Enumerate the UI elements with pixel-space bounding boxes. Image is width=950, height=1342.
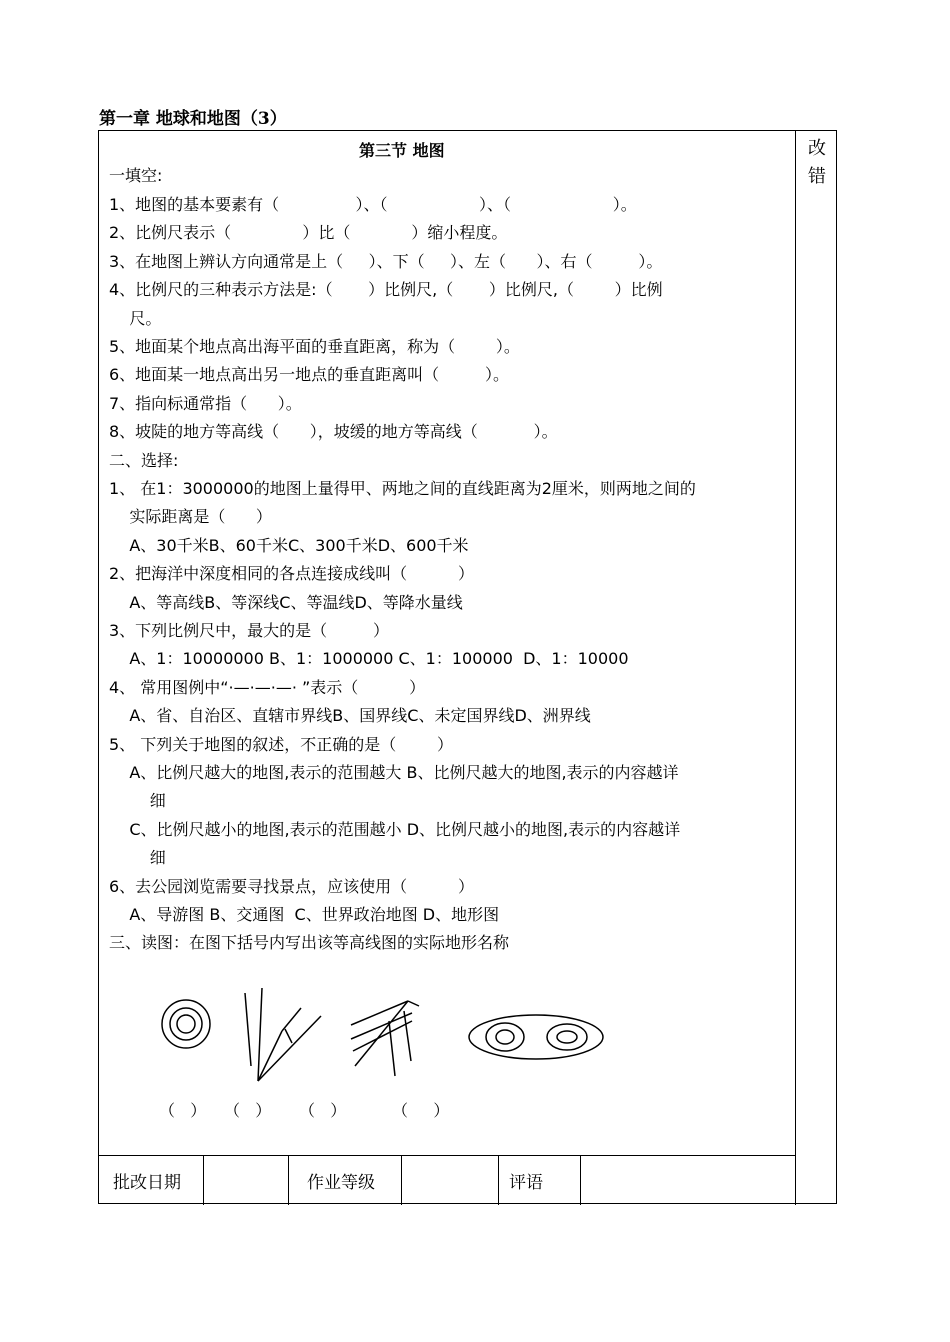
- answer-bracket[interactable]: （ ）: [224, 1101, 272, 1120]
- section-title: 第三节 地图: [359, 141, 445, 160]
- homework-grade-label: 作业等级: [307, 1173, 375, 1193]
- question-line: A、省、自治区、直辖市界线B、国界线C、未定国界线D、洲界线: [109, 706, 591, 725]
- answer-bracket[interactable]: （ ）: [392, 1101, 450, 1120]
- question-line: 4、比例尺的三种表示方法是:（ ）比例尺,（ ）比例尺,（ ）比例: [109, 280, 663, 299]
- question-line: A、1：10000000 B、1：1000000 C、1：100000 D、1：10000: [109, 649, 629, 668]
- answer-bracket[interactable]: （ ）: [159, 1101, 207, 1120]
- question-line: 2、比例尺表示（ ）比（ ）缩小程度。: [109, 223, 508, 242]
- question-line: 细: [109, 791, 166, 810]
- footer-cell-divider: [401, 1155, 402, 1205]
- grading-date-label: 批改日期: [113, 1173, 181, 1193]
- question-line: 8、坡陡的地方等高线（ ），坡缓的地方等高线（ ）。: [109, 422, 558, 441]
- contour-figures: [99, 131, 795, 1155]
- footer-cell-divider: [203, 1155, 204, 1205]
- footer-cell-divider: [288, 1155, 289, 1205]
- ridge-contour-icon: [351, 1001, 419, 1076]
- column-divider: [795, 131, 796, 1205]
- question-line: A、导游图 B、交通图 C、世界政治地图 D、地形图: [109, 905, 500, 924]
- footer-cell-divider: [580, 1155, 581, 1205]
- chapter-title: 第一章 地球和地图（3）: [99, 109, 287, 129]
- peak-contour-icon: [162, 1000, 210, 1048]
- footer-cell-divider: [498, 1155, 499, 1205]
- question-line: 尺。: [109, 309, 162, 328]
- worksheet-table: [98, 130, 837, 1204]
- question-line: 细: [109, 848, 166, 867]
- saddle-contour-icon: [469, 1015, 603, 1059]
- question-line: 6、地面某一地点高出另一地点的垂直距离叫（ ）。: [109, 365, 509, 384]
- valley-contour-icon: [245, 988, 321, 1081]
- answer-bracket[interactable]: （ ）: [299, 1101, 347, 1120]
- correction-column-label: 改错: [808, 138, 826, 187]
- question-line: 3、下列比例尺中，最大的是（ ）: [109, 621, 389, 640]
- question-line: 6、去公园浏览需要寻找景点，应该使用（ ）: [109, 877, 475, 896]
- question-line: 4、 常用图例中“·—·—·—· ”表示（ ）: [109, 678, 426, 697]
- question-line: 三、读图：在图下括号内写出该等高线图的实际地形名称: [109, 933, 510, 952]
- question-line: A、等高线B、等深线C、等温线D、等降水量线: [109, 593, 463, 612]
- question-line: 3、在地图上辨认方向通常是上（ ）、下（ ）、左（ ）、右（ ）。: [109, 252, 663, 271]
- question-line: C、比例尺越小的地图,表示的范围越小 D、比例尺越小的地图,表示的内容越详: [109, 820, 681, 839]
- question-line: 一填空:: [109, 166, 163, 185]
- question-line: 二、选择:: [109, 451, 179, 470]
- question-line: A、比例尺越大的地图,表示的范围越大 B、比例尺越大的地图,表示的内容越详: [109, 763, 679, 782]
- question-line: 5、地面某个地点高出海平面的垂直距离，称为（ ）。: [109, 337, 520, 356]
- question-line: 1、 在1：3000000的地图上量得甲、两地之间的直线距离为2厘米，则两地之间的: [109, 479, 696, 498]
- question-line: 2、把海洋中深度相同的各点连接成线叫（ ）: [109, 564, 475, 583]
- question-line: A、30千米B、60千米C、300千米D、600千米: [109, 536, 469, 555]
- question-line: 实际距离是（ ）: [109, 507, 272, 526]
- comment-label: 评语: [509, 1173, 543, 1193]
- question-line: 5、 下列关于地图的叙述，不正确的是（ ）: [109, 735, 453, 754]
- question-line: 1、地图的基本要素有（ ）、（ ）、（ ）。: [109, 195, 637, 214]
- question-line: 7、指向标通常指（ ）。: [109, 394, 302, 413]
